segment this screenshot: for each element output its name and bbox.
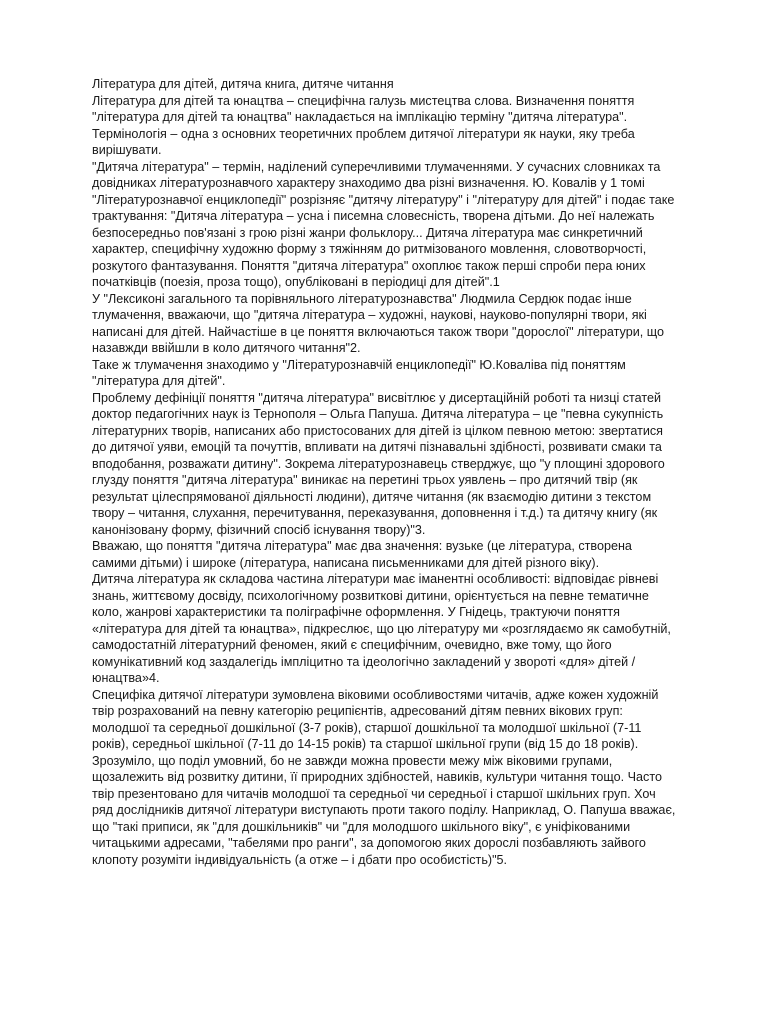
document-title: Література для дітей, дитяча книга, дитяче читання	[92, 77, 394, 91]
paragraph-3: У "Лексиконі загального та порівняльного літературознавства" Людмила Сердюк подає інше тлумачення, вважаючи, що "дитяча література – художні, наукові, науково-популярні твори, які написані для дітей. Найчастіше в це поняття включаються також твори "дорослої" літератури, що назавжди ввійшли в коло дитячого читання"2.	[92, 291, 664, 355]
paragraph-4: Таке ж тлумачення знаходимо у "Літературознавчій енциклопедії" Ю.Коваліва під поняттям "література для дітей".	[92, 357, 626, 388]
paragraph-7: Дитяча література як складова частина літератури має іманентні особливості: відповідає рівневі знань, життєвому досвіду, психологічному розвиткові дитини, орієнтується на певне тематичне коло, жанрові характеристики та поліграфічне оформлення. У Гнідець, трактуючи поняття «література для дітей та юнацтва», підкреслює, що цю літературу ми «розглядаємо як самобутній, самодостатній літературний феномен, який є специфічним, очевидно, вже тому, що його комунікативний код заздалегідь імпліцитно та ідеологічно закладений у звороті «для» дітей / юнацтва»4.	[92, 572, 671, 685]
paragraph-5: Проблему дефініції поняття "дитяча література" висвітлює у дисертаційній роботі та низці статей доктор педагогічних наук із Тернополя – Ольга Папуша. Дитяча література – це "певна сукупність літературних творів, написаних або пристосованих для дітей із цілком певною метою: звертатися до дитячої уяви, емоцій та почуттів, впливати на дитячі пізнавальні здібності, розвивати смаки та вподобання, розважати дитину". Зокрема літературознавець стверджує, що "у площині здорового глузду поняття "дитяча література" виникає на перетині трьох уявлень – про дитячий твір (як результат цілеспрямованої діяльності людини), дитяче читання (як взаємодію дитини з текстом твору – читання, слухання, перечитування, переказування, доповнення і т.д.) та дитячу книгу (як канонізовану форму, фізичний спосіб існування твору)"3.	[92, 390, 665, 537]
paragraph-2: "Дитяча література" – термін, наділений суперечливими тлумаченнями. У сучасних словниках та довідниках літературознавчого характеру знаходимо два різні визначення. Ю. Ковалів у 1 томі "Літературознавчої енциклопедії" розрізняє "дитячу літературу" і "літературу для дітей" і подає таке трактування: "Дитяча література – усна і писемна словесність, творена дітьми. До неї належать безпосередньо пов'язані з грою різні жанри фольклору... Дитяча література має синкретичний характер, специфічну художню форму з тяжінням до ритмізованого мовлення, словотворчості, розкутого фантазування. Поняття "дитяча література" охоплює також перші спроби пера юних початківців (поезія, проза тощо), опубліковані в періодиці для дітей".1	[92, 159, 675, 289]
document-page	[92, 76, 680, 868]
paragraph-1: Література для дітей та юнацтва – специфічна галузь мистецтва слова. Визначення поняття "література для дітей та юнацтва" накладається на імплікацію терміну "дитяча література". Термінологія – одна з основних теоретичних проблем дитячої літератури як науки, яку треба вирішувати.	[92, 93, 635, 157]
paragraph-8: Специфіка дитячої літератури зумовлена віковими особливостями читачів, адже кожен художній твір розрахований на певну категорію реципієнтів, адресований дітям певних вікових груп: молодшої та середньої дошкільної (3-7 років), старшої дошкільної та молодшої шкільної (7-11 років), середньої шкільної (7-11 до 14-15 років) та старшої шкільної групи (від 15 до 18 років). Зрозуміло, що поділ умовний, бо не завжди можна провести межу між віковими групами, щозалежить від розвитку дитини, її природних здібностей, навиків, культури читання тощо. Часто твір презентовано для читачів молодшої та середньої чи середньої і старшої шкільних груп. Хоч ряд дослідників дитячої літератури виступають проти такого поділу. Наприклад, О. Папуша вважає, що "такі приписи, як "для дошкільників" чи "для молодшого шкільного віку", є уніфікованими читацькими адресами, "табелями про ранги", за допомогою яких дорослі позбавляють зайвого клопоту розуміти індивідуальність (а отже – і дбати про особистість)"5.	[92, 687, 676, 867]
paragraph-6: Вважаю, що поняття "дитяча література" має два значення: вузьке (це література, створена самими дітьми) і широке (література, написана письменниками для дітей різного віку).	[92, 539, 632, 570]
